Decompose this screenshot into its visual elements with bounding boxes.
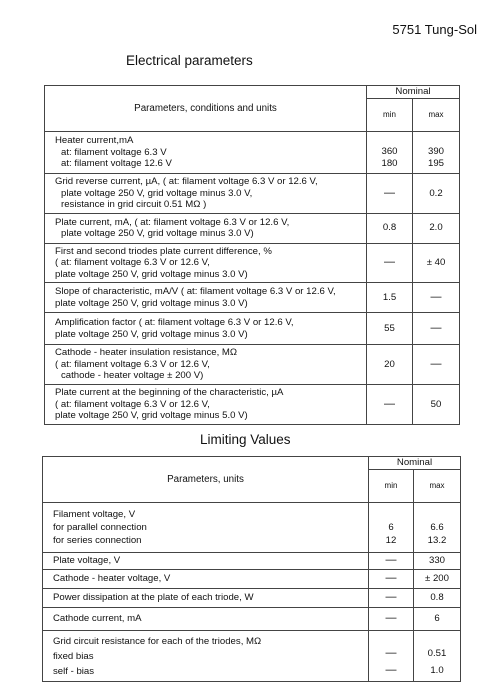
table-row — [45, 313, 460, 345]
param-line: for series connection — [53, 535, 142, 546]
document-id: 5751 Tung-Sol — [392, 22, 477, 37]
param-line: plate voltage 250 V, grid voltage minus 3.0 V) — [55, 297, 248, 309]
max-cell — [414, 631, 461, 682]
max-column-header: max — [413, 99, 460, 132]
param-line: Filament voltage, V — [53, 509, 136, 520]
param-line: for parallel connection — [53, 522, 147, 533]
limiting-values-title: Limiting Values — [200, 432, 291, 447]
max-cell — [413, 132, 460, 174]
limiting-values-table — [42, 456, 461, 682]
param-line: plate voltage 250 V, grid voltage minus 3.0 V) — [55, 328, 248, 340]
param-cell: Plate voltage, V — [43, 553, 369, 570]
max-value: 6.6 — [430, 521, 444, 533]
param-cell: Cathode current, mA — [43, 608, 369, 631]
electrical-parameters-table — [44, 85, 460, 425]
table-row — [43, 570, 461, 589]
table-row — [43, 608, 461, 631]
param-cell — [45, 243, 367, 283]
table-row — [45, 345, 460, 385]
max-cell: 0.8 — [414, 589, 461, 608]
param-line: plate voltage 250 V, grid voltage minus 5.0 V) — [55, 410, 248, 422]
param-line: Amplification factor ( at: filament voltage 6.3 V or 12.6 V, — [55, 317, 294, 328]
max-cell: 330 — [414, 553, 461, 570]
table-row — [45, 385, 460, 425]
param-cell — [45, 213, 367, 243]
nominal-column-header: Nominal — [369, 457, 461, 470]
max-cell: ± 40 — [413, 243, 460, 283]
min-cell: 0.8 — [367, 213, 413, 243]
param-cell: Power dissipation at the plate of each triode, W — [43, 589, 369, 608]
param-line: at: filament voltage 12.6 V — [61, 158, 172, 170]
min-value: 180 — [381, 157, 398, 169]
max-cell: 6 — [414, 608, 461, 631]
param-line: Grid circuit resistance for each of the triodes, MΩ — [53, 635, 262, 647]
table-row — [43, 589, 461, 608]
min-column-header: min — [367, 99, 413, 132]
max-cell: 2.0 — [413, 213, 460, 243]
min-cell: 20 — [367, 345, 413, 385]
param-cell — [45, 313, 367, 345]
param-line: resistance in grid circuit 0.51 MΩ ) — [61, 199, 207, 210]
param-cell — [43, 503, 369, 553]
max-value: 390 — [428, 146, 445, 157]
param-line: fixed bias — [53, 650, 94, 662]
param-cell — [43, 631, 369, 682]
max-cell: 0.2 — [413, 174, 460, 214]
min-cell: — — [369, 570, 414, 589]
param-line: ( at: filament voltage 6.3 V or 12.6 V, — [55, 358, 210, 370]
min-column-header: min — [369, 470, 414, 503]
max-cell: ± 200 — [414, 570, 461, 589]
max-value: 0.51 — [427, 648, 447, 659]
param-line: Slope of characteristic, mA/V ( at: filament voltage 6.3 V or 12.6 V, — [55, 286, 336, 297]
max-value: 13.2 — [427, 534, 447, 546]
max-value: 1.0 — [430, 665, 444, 676]
param-line: Heater current,mA — [55, 135, 134, 147]
max-value: 195 — [428, 157, 445, 169]
param-cell — [45, 345, 367, 385]
min-cell: — — [369, 589, 414, 608]
table-row — [45, 213, 460, 243]
min-cell — [367, 132, 413, 174]
min-cell: — — [369, 553, 414, 570]
electrical-parameters-title: Electrical parameters — [126, 53, 253, 68]
nominal-column-header: Nominal — [367, 86, 460, 99]
param-cell — [45, 132, 367, 174]
param-cell — [45, 283, 367, 313]
table-row — [45, 132, 460, 174]
table-row — [45, 283, 460, 313]
param-column-header: Parameters, units — [43, 457, 369, 503]
min-cell — [369, 631, 414, 682]
table-row — [43, 503, 461, 553]
min-value: 6 — [388, 521, 394, 533]
param-line: plate voltage 250 V, grid voltage minus 3.0 V, — [61, 187, 253, 199]
param-line: Plate current at the beginning of the characteristic, µA — [55, 387, 284, 399]
max-cell: — — [413, 313, 460, 345]
min-cell: — — [369, 608, 414, 631]
max-column-header: max — [414, 470, 461, 503]
table-row — [45, 174, 460, 214]
param-column-header: Parameters, conditions and units — [45, 86, 367, 132]
min-value: 12 — [385, 534, 397, 546]
min-cell — [369, 503, 414, 553]
param-cell: Cathode - heater voltage, V — [43, 570, 369, 589]
param-line: at: filament voltage 6.3 V — [61, 146, 167, 158]
max-cell: 50 — [413, 385, 460, 425]
param-line: Plate current, mA, ( at: filament voltage 6.3 V or 12.6 V, — [55, 216, 290, 228]
param-cell — [45, 385, 367, 425]
param-line: First and second triodes plate current difference, % — [55, 245, 272, 257]
param-line: Cathode - heater insulation resistance, MΩ — [55, 347, 238, 359]
param-line: cathode - heater voltage ± 200 V) — [61, 370, 204, 382]
min-cell: 55 — [367, 313, 413, 345]
param-line: plate voltage 250 V, grid voltage minus 3.0 V) — [55, 268, 248, 280]
max-cell: — — [413, 283, 460, 313]
param-line: ( at: filament voltage 6.3 V or 12.6 V, — [55, 398, 210, 410]
max-cell: — — [413, 345, 460, 385]
param-line: plate voltage 250 V, grid voltage minus 3.0 V) — [61, 228, 254, 239]
table-row — [43, 631, 461, 682]
min-value: — — [385, 664, 397, 676]
min-cell: — — [367, 243, 413, 283]
table-row — [45, 243, 460, 283]
min-cell: — — [367, 174, 413, 214]
param-line: Grid reverse current, µA, ( at: filament voltage 6.3 V or 12.6 V, — [55, 176, 318, 187]
min-value: — — [385, 647, 397, 659]
param-line: self - bias — [53, 665, 95, 677]
max-cell — [414, 503, 461, 553]
table-row — [43, 553, 461, 570]
min-cell: 1.5 — [367, 283, 413, 313]
min-value: 360 — [381, 146, 398, 157]
min-cell: — — [367, 385, 413, 425]
param-cell — [45, 174, 367, 214]
param-line: ( at: filament voltage 6.3 V or 12.6 V, — [55, 257, 210, 268]
